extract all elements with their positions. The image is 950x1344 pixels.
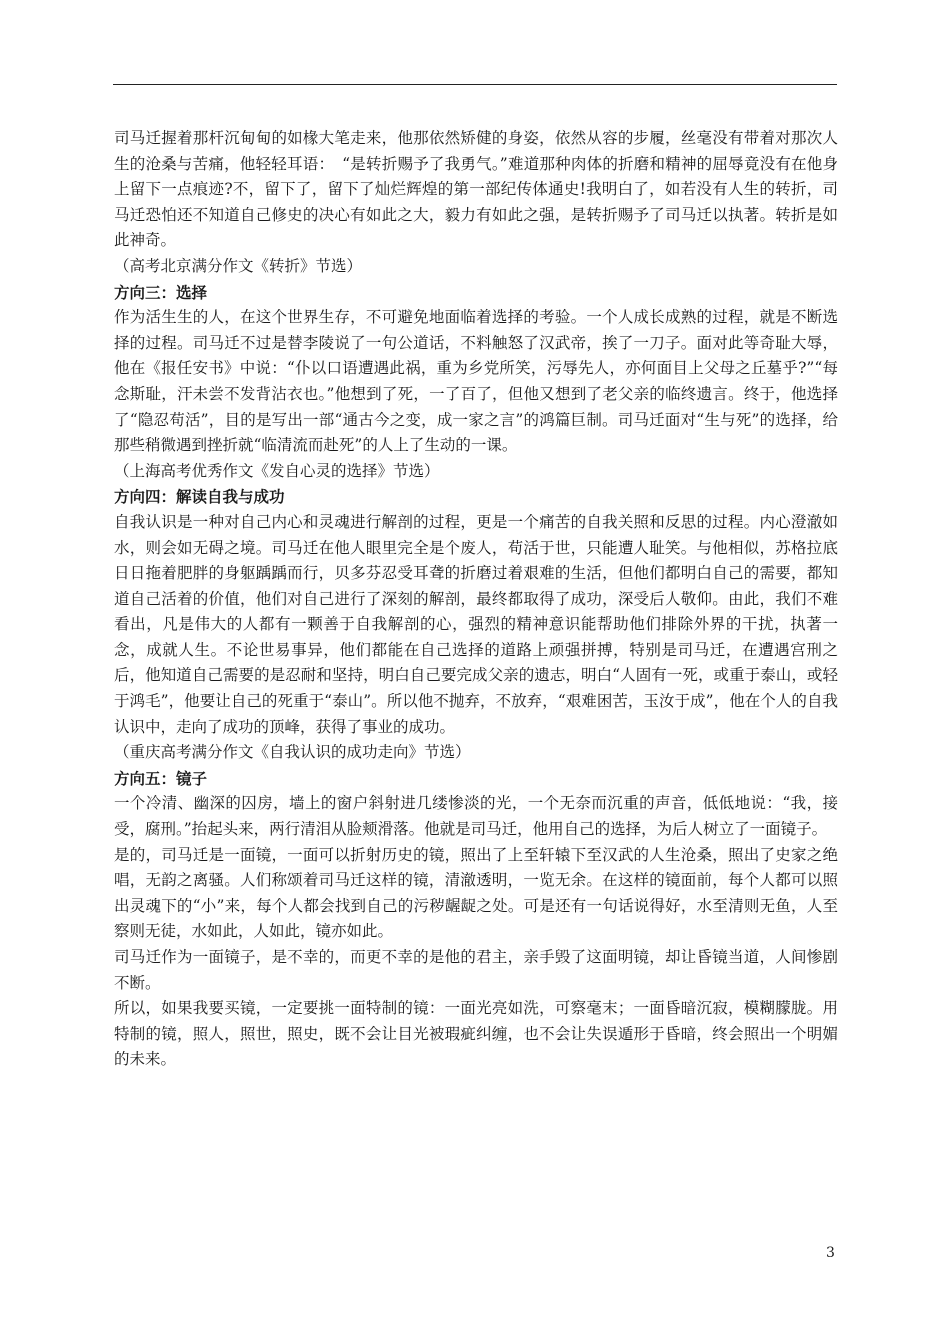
intro-paragraph: 司马迁握着那杆沉甸甸的如椽大笔走来，他那依然矫健的身姿，依然从容的步履，丝毫没有带着对那次人生的沧桑与苦痛，他轻轻耳语： “是转折赐予了我勇气。”难道那种肉体的折磨和精神的屈辱竟没有在他身上留下一点痕迹?不，留下了，留下了灿烂辉煌的第一部纪传体通史!我明白了，如若没有人生的转折，司马迁恐怕还不知道自己修史的决心有如此之大，毅力有如此之强，是转折赐予了司马迁以执著。转折是如此神奇。: [114, 129, 838, 250]
direction3-heading: 方向三：选择: [114, 282, 208, 302]
direction4-source: （重庆高考满分作文《自我认识的成功走向》节选）: [114, 743, 471, 762]
direction4-paragraph: 自我认识是一种对自己内心和灵魂进行解剖的过程，更是一个痛苦的自我关照和反思的过程。内心澄澈如水，则会如无碍之境。司马迁在他人眼里完全是个废人，苟活于世，只能遭人耻笑。与他相似，苏格拉底日日拖着肥胖的身躯踽踽而行，贝多芬忍受耳聋的折磨过着艰难的生活，但他们都明白自己的需要，都知道自己活着的价值，他们对自己进行了深刻的解剖，最终都取得了成功，深受后人敬仰。由此，我们不难看出，凡是伟大的人都有一颗善于自我解剖的心，强烈的精神意识能帮助他们排除外界的干扰，执著一念，成就人生。不论世易事异，他们都能在自己选择的道路上顽强拼搏，特别是司马迁，在遭遇宫刑之后，他知道自己需要的是忍耐和坚持，明白自己要完成父亲的遗志，明白“人固有一死，或重于泰山，或轻于鸿毛”，他要让自己的死重于“泰山”。所以他不抛弃，不放弃，“艰难困苦，玉汝于成”，他在个人的自我认识中，走向了成功的顶峰，获得了事业的成功。: [114, 512, 838, 736]
direction3-source: （上海高考优秀作文《发自心灵的选择》节选）: [114, 461, 440, 480]
direction5-paragraph-3: 司马迁作为一面镜子，是不幸的，而更不幸的是他的君主，亲手毁了这面明镜，却让昏镜当道，人间惨剧不断。: [114, 948, 838, 992]
header-rule: [113, 84, 837, 85]
direction5-heading: 方向五：镜子: [114, 768, 208, 788]
direction5-paragraph-4: 所以，如果我要买镜，一定要挑一面特制的镜：一面光亮如洗，可察毫末；一面昏暗沉寂，模糊朦胧。用特制的镜，照人，照世，照史，既不会让目光被瑕疵纠缠，也不会让失误遁形于昏暗，终会照出一个明媚的未来。: [114, 999, 838, 1069]
intro-source: （高考北京满分作文《转折》节选）: [114, 256, 363, 275]
document-body: [114, 126, 838, 1073]
direction5-paragraph-2: 是的，司马迁是一面镜，一面可以折射历史的镜，照出了上至轩辕下至汉武的人生沧桑，照出了史家之绝唱，无韵之离骚。人们称颂着司马迁这样的镜，清澈透明，一览无余。在这样的镜面前，每个人都可以照出灵魂下的“小”来，每个人都会找到自己的污秽龌龊之处。可是还有一句话说得好，水至清则无鱼，人至察则无徒，水如此，人如此，镜亦如此。: [114, 845, 838, 941]
direction5-paragraph-1: 一个冷清、幽深的囚房，墙上的窗户斜射进几缕惨淡的光，一个无奈而沉重的声音，低低地说：“我，接受，腐刑。”抬起头来，两行清泪从脸颊滑落。他就是司马迁，他用自己的选择，为后人树立了一面镜子。: [114, 794, 838, 839]
direction3-paragraph: 作为活生生的人，在这个世界生存，不可避免地面临着选择的考验。一个人成长成熟的过程，就是不断选择的过程。司马迁不过是替李陵说了一句公道话，不料触怒了汉武帝，挨了一刀子。面对此等奇耻大辱，他在《报任安书》中说：“仆以口语遭遇此祸，重为乡党所笑，污辱先人，亦何面目上父母之丘墓乎?”“每念斯耻，汗未尝不发背沾衣也。”他想到了死，一了百了，但他又想到了老父亲的临终遗言。终于，他选择了“隐忍苟活”，目的是写出一部“通古今之变，成一家之言”的鸿篇巨制。司马迁面对“生与死”的选择，给那些稍微遇到挫折就“临清流而赴死”的人上了生动的一课。: [114, 308, 838, 455]
direction4-heading: 方向四：解读自我与成功: [114, 487, 285, 507]
page-number: 3: [826, 1245, 835, 1261]
